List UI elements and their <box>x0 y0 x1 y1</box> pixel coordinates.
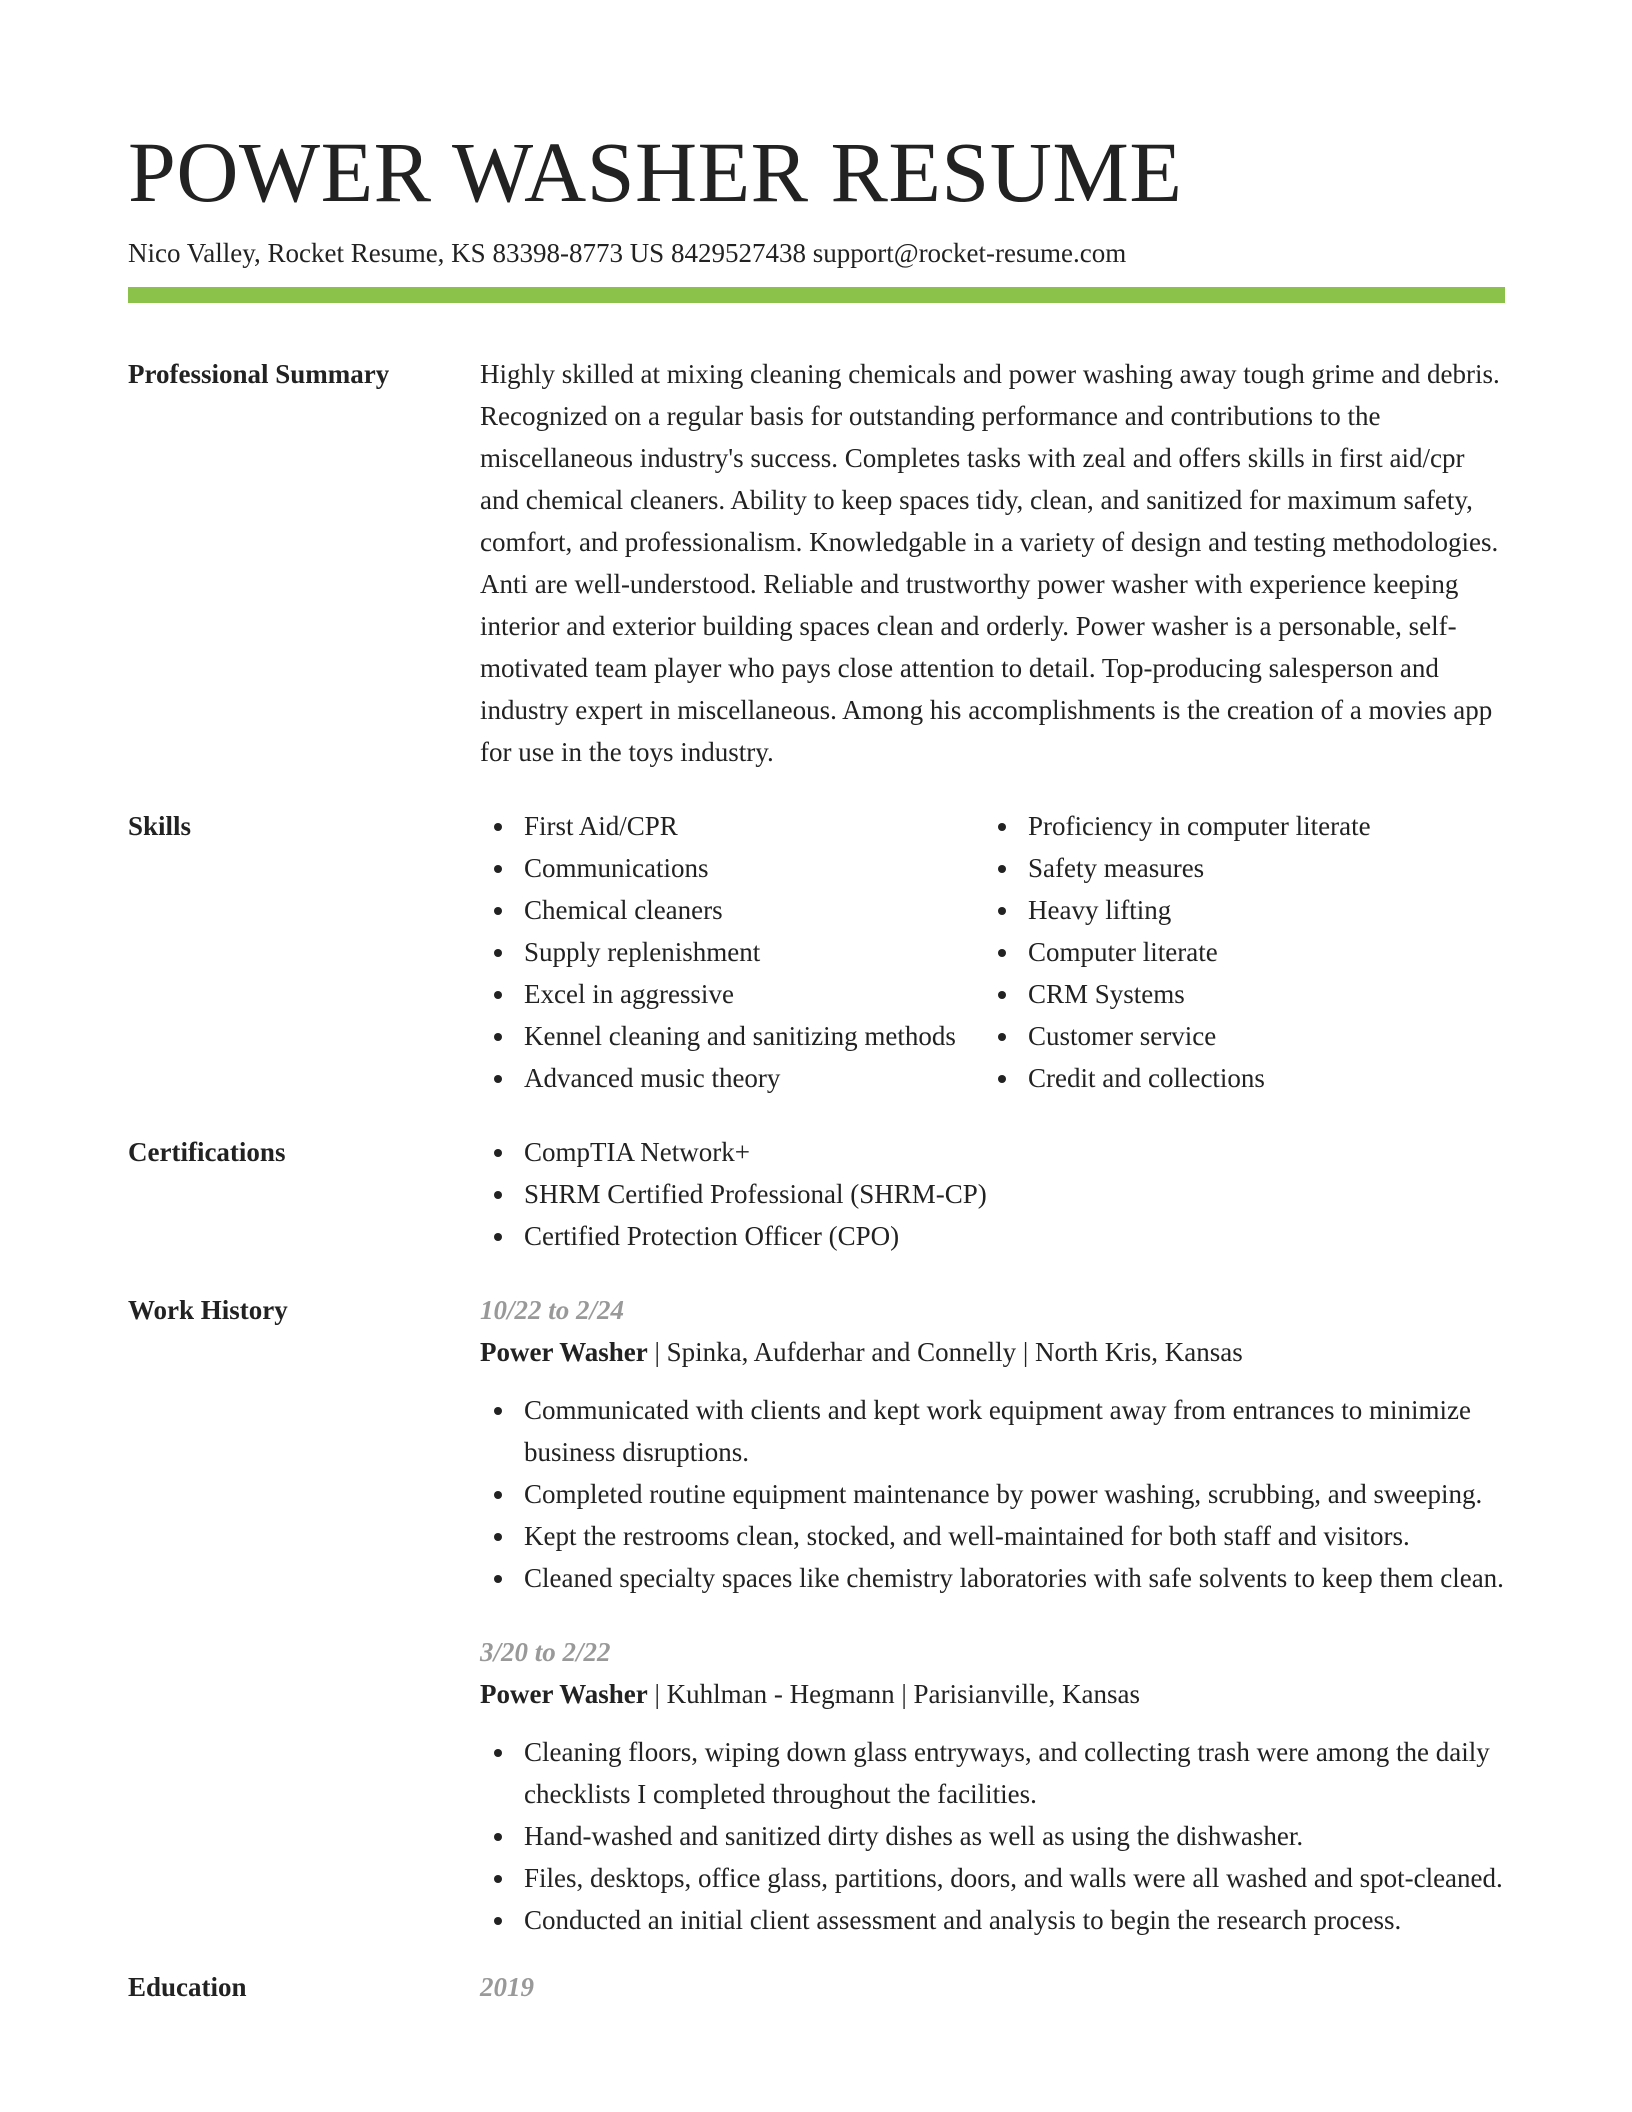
job-bullet: Conducted an initial client assessment and analysis to begin the research process. <box>480 1899 1505 1941</box>
job-bullet: Kept the restrooms clean, stocked, and well-maintained for both staff and visitors. <box>480 1515 1505 1557</box>
job-entry <box>480 1289 1505 1599</box>
section-label-education: Education <box>128 1972 247 2002</box>
job-bullet: Hand-washed and sanitized dirty dishes as well as using the dishwasher. <box>480 1815 1505 1857</box>
skill-item: Excel in aggressive <box>480 973 984 1015</box>
skill-item: Communications <box>480 847 984 889</box>
certification-item: SHRM Certified Professional (SHRM-CP) <box>480 1173 1505 1215</box>
job-title: Power Washer <box>480 1337 648 1367</box>
summary-section <box>128 353 1505 773</box>
job-bullet: Completed routine equipment maintenance by power washing, scrubbing, and sweeping. <box>480 1473 1505 1515</box>
job-details: | Spinka, Aufderhar and Connelly | North Kris, Kansas <box>647 1337 1243 1367</box>
job-bullet: Cleaned specialty spaces like chemistry laboratories with safe solvents to keep them clean. <box>480 1557 1505 1599</box>
job-heading <box>480 1331 1505 1373</box>
skills-list-left <box>480 805 984 1099</box>
skill-item: Credit and collections <box>984 1057 1505 1099</box>
job-bullet: Communicated with clients and kept work equipment away from entrances to minimize business disruptions. <box>480 1389 1505 1473</box>
skill-item: Computer literate <box>984 931 1505 973</box>
skills-section <box>128 805 1505 1099</box>
job-entry <box>480 1631 1505 1941</box>
job-bullets <box>480 1731 1505 1941</box>
skill-item: Heavy lifting <box>984 889 1505 931</box>
resume-page <box>128 0 1505 2008</box>
skill-item: Safety measures <box>984 847 1505 889</box>
summary-text: Highly skilled at mixing cleaning chemicals and power washing away tough grime and debris. Recognized on a regular basis for outstanding performance and contributions to the miscellaneous industry's success. Completes tasks with zeal and offers skills in first aid/cpr and chemical cleaners. Ability to keep spaces tidy, clean, and sanitized for maximum safety, comfort, and professionalism. Knowledgable in a variety of design and testing methodologies. Anti are well-understood. Reliable and trustworthy power washer with experience keeping interior and exterior building spaces clean and orderly. Power washer is a personable, self-motivated team player who pays close attention to detail. Top-producing salesperson and industry expert in miscellaneous. Among his accomplishments is the creation of a movies app for use in the toys industry. <box>480 359 1500 767</box>
skill-item: CRM Systems <box>984 973 1505 1015</box>
contact-line: Nico Valley, Rocket Resume, KS 83398-8773 US 8429527438 support@rocket-resume.com <box>128 238 1127 268</box>
skill-item: Customer service <box>984 1015 1505 1057</box>
skills-list-right <box>984 805 1505 1099</box>
job-details: | Kuhlman - Hegmann | Parisianville, Kansas <box>647 1679 1140 1709</box>
certification-item: CompTIA Network+ <box>480 1131 1505 1173</box>
job-heading <box>480 1673 1505 1715</box>
skill-item: Proficiency in computer literate <box>984 805 1505 847</box>
skill-item: First Aid/CPR <box>480 805 984 847</box>
education-year: 2019 <box>480 1972 534 2002</box>
job-dates: 3/20 to 2/22 <box>480 1637 611 1667</box>
certifications-section <box>128 1131 1505 1257</box>
accent-divider <box>128 287 1505 303</box>
certifications-list <box>480 1131 1505 1257</box>
skill-item: Advanced music theory <box>480 1057 984 1099</box>
section-label-summary: Professional Summary <box>128 359 390 389</box>
resume-title: POWER WASHER RESUME <box>128 124 1183 220</box>
work-history-section <box>128 1289 1505 1941</box>
job-bullet: Files, desktops, office glass, partitions, doors, and walls were all washed and spot-cleaned. <box>480 1857 1505 1899</box>
job-dates: 10/22 to 2/24 <box>480 1295 625 1325</box>
section-label-work-history: Work History <box>128 1295 288 1325</box>
section-label-certifications: Certifications <box>128 1137 286 1167</box>
skill-item: Chemical cleaners <box>480 889 984 931</box>
skill-item: Supply replenishment <box>480 931 984 973</box>
skill-item: Kennel cleaning and sanitizing methods <box>480 1015 984 1057</box>
section-label-skills: Skills <box>128 811 192 841</box>
education-section <box>128 1966 1505 2008</box>
job-title: Power Washer <box>480 1679 648 1709</box>
job-bullets <box>480 1389 1505 1599</box>
certification-item: Certified Protection Officer (CPO) <box>480 1215 1505 1257</box>
job-bullet: Cleaning floors, wiping down glass entryways, and collecting trash were among the daily checklists I completed throughout the facilities. <box>480 1731 1505 1815</box>
